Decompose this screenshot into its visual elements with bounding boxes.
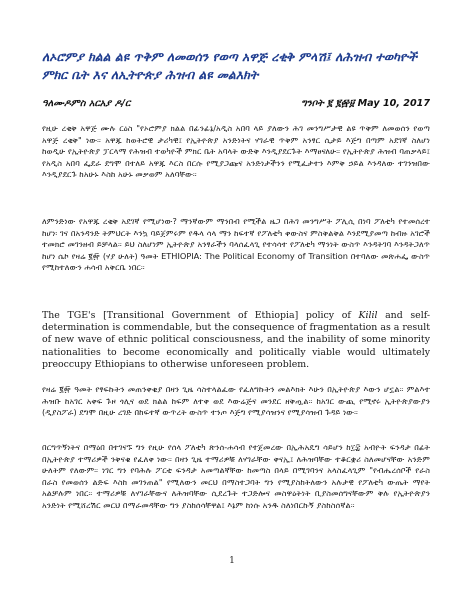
paragraph-2: ለምንድነው የአዋጁ ረቂቅ አደገኛ የሚሆነው? ማንኛውም ማንበብ የሚችል ዜጋ በሕገ መንግሥት ፖሊሲ በነባ ፖለቲካ የተመሰረተ ከሆነ፡ ገና በአንዳንድ ትምህርት እንኳ ባይጀምሩም የዱላ ሳላ ማን ከፍተኛ የፖለቲካ ቀውስና ምስቅልቅል እንደሚያመጣ ከብዙ አገሮች ተመክሮ መገንዘብ ይቻላል። ይህ ስለሆነም ኢትዮጵያ አንፃራችን ባላሰፈላጊ የተሳሳተ የፖለቲካ ማንነት ውስጥ እንዳትገባ እንዳትጋለጥ ከሆነ ሴኮ የዛሬ ፪፼ (ሃያ ሁለት) ዓመት ETHIOPIA: The Political Economy of Transition በተባለው መጽሐፌ ውስጥ የሚከተለውን ሐሳብ አቅርቤ ነበር። — [42, 216, 430, 272]
document-title: ለኦሮምያ ክልል ልዩ ጥቅም ለመወሰን የወጣ አዋጅ ረቂቅ ምላሽ፤ ለሕዝብ ተወካዮች ምክር ቤት እና ለኢትዮጵያ ሕዝብ ልዩ መልእክት — [42, 49, 417, 82]
publication-date: ግንቦት ፪ ፪፼፱ May 10, 2017 — [301, 98, 430, 109]
byline — [42, 98, 430, 112]
author-name: ዓለሙዶምስ አርአያ ዶ/ር — [42, 98, 131, 109]
english-quote-paragraph: The TGE's [Transitional Government of Ethiopia] policy of Kilil and self-determination is commendable, but the consequence of fragmentation as a result of new wave of ethnic political consciousness, and the inability of some minority nationalities to become economically and politically viable would ultimately preoccupy Ethiopians to otherwise unforeseen problem. — [42, 310, 430, 370]
paragraph-5: በርግጥኝነትና በማዕበ በተገናኙ ግን የዚሁ የሰላ ፖለቲካ ጽንሰ-ሐሳብ የተጀመረው በኢሕአዴግ ሳይሆን ከ፲፰ አብዮት ፍንዳታ በፊት በኢትዮጵያ ተማሪዎች ንቅናቄ የፈለቀ ነው። በዛን ጊዜ ተማሪዎቹ ለሃገራቸው ቀናኢ፤ ለሕዝባቸው ተቆርቋሪ ስለመሆናቸው አንድም ሁለትም የለውም። ነገር ግን የባሕሉ ፖርቲ ፍንዳታ አመጣልኛቸው ከመጣስ በላይ በሚገባንና አላስፈላጊም "የብሔረሰቦች የራስ በራስ የመወሰን ልድፍ እስከ መገንጠል" የሚለውን መርህ በማስተጋባት ግን የሚያስከትለውን አሉታዊ የፖለቲካ ውጤት ማየት አልቻሉም ነበር። ተማሪዎቹ ለሃገራቸውና ለሕዝባቸው ሲደረጉት ተጋድሎና መስዋዕትነት ቢያስመሰግናቸውም ቅሉ የኢትዮጵያን አንድነት የሚሸረሽር መርህ በማራመዳቸው ግን ያስከሰሳቸዋል፤ እኔም ከነሱ አንዱ ስለነበርኩኝ ያስከስሰኛል። — [42, 442, 430, 510]
paragraph-4: የዛሬ ፪፼ ዓመት የፃፍኩትን መጠንቀቂያ በዛን ጊዜ ሳስተላልፈው የፈለግኩትን መልእክት እሁን በኢትዮጵያ እውን ሆኗል። ምልእተ ሕዝቡ ከአገር አቀፍ ጉዞ ጎሊና ወደ ክልል ከፍም ለተቀ ወደ እውሬጅና መንደር ዘቅጧል። ከአገር ውጪ የሚኖሩ ኢትዮጵያውያን (ዲያስፖራ) ደግሞ በዚሁ ረገድ በከፍተኛ ውጥረት ውስጥ ተንጦ እጅግ የሚያሳዝንና የሚያሳዝብ ጉዳይ ነው። — [42, 384, 430, 417]
page-number: 1 — [229, 556, 235, 566]
paragraph-1: የዚሁ ረቂቅ አዋጅ ሙሉ ርዕስ "የኦሮምያ ክልል በፊንፊኔ/አዲስ አበባ ላይ ያለውን ሕገ መንግሥታዊ ልዩ ጥቅም ለመወሰን የወጣ አዋጅ ረቂቅ" ነው። አዋጁ ከወትሮዊ ታሪካዊ፤ የኢትዮጵያ አንድነትና ሃገራዊ ጥቅም አንፃር ሲታይ እጅግ በጣም አደገኛ ስለሆነ ከወዲሁ የኢትዮጵያ ፓርላማ የሕዝብ ተወካዮች ምክር ቤት አባላት ውድቅ እንዲያደርጉት እማፀናለሁ። የኢትዮጵያ ሕዝብ ባጠቃላይ፤ የአዲስ አበባ ፌደራ ደግሞ በተለይ አዋጁ እርስ በርሱ የሚያጋጩና አንድነታችንን የሚፈታተን እምቅ ኃይል እንዳለው ተገንዝበው እንዲያደርጉ ከአሁኑ እስከ አሁኑ መቃወም አለባቸው። — [42, 123, 430, 179]
kilil-term: Kilil — [358, 310, 378, 321]
